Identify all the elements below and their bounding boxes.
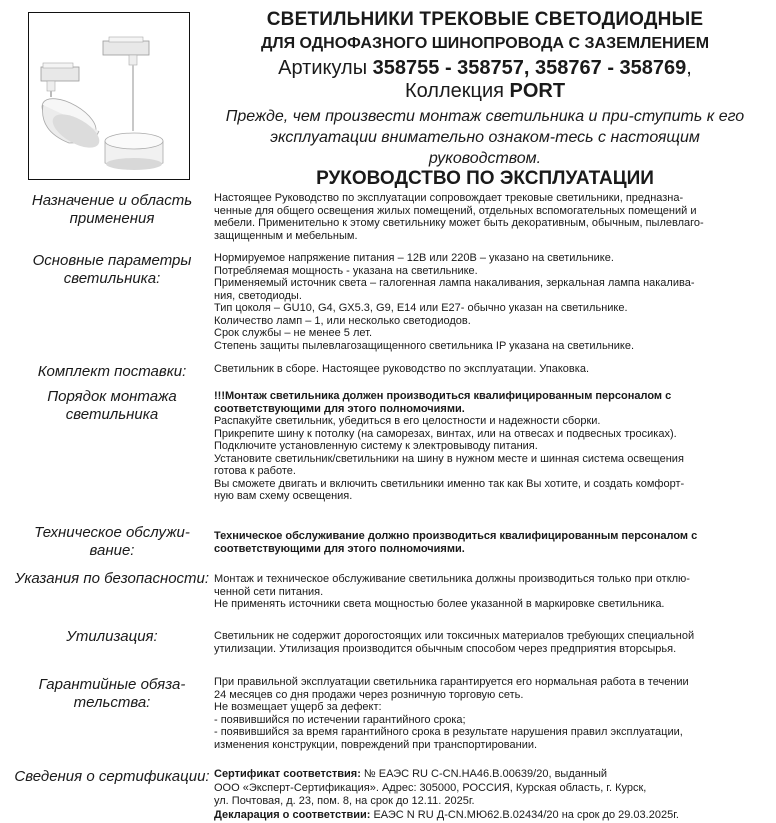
certificate-line xyxy=(214,768,754,782)
title-line-1: СВЕТИЛЬНИКИ ТРЕКОВЫЕ СВЕТОДИОДНЫЕ xyxy=(266,9,704,30)
section-content xyxy=(214,252,754,352)
text-line: ООО «Эксперт-Сертификация». Адрес: 305000, РОССИЯ, Курская область, г. Курск, xyxy=(214,781,647,794)
text-line-bold: !!!Монтаж светильника должен производиться квалифицированным персоналом с xyxy=(214,390,672,402)
collection-name xyxy=(200,80,770,102)
articles-suffix: , xyxy=(686,57,692,79)
text-line: Тип цоколя – GU10, G4, GX5.3, G9, E14 или E27- обычно указан на светильнике. xyxy=(214,302,628,314)
collection-prefix: Коллекция xyxy=(404,80,510,102)
collection-value: PORT xyxy=(509,80,566,102)
text-line: готова к работе. xyxy=(214,465,296,477)
section-content xyxy=(214,390,754,503)
text-line: Степень защиты пылевлагозащищенного светильника IP указана на светильнике. xyxy=(214,339,635,352)
section-label: Порядок монтажа светильника xyxy=(47,388,177,423)
text-line: изменения конструкции, повреждений при транспортировании. xyxy=(214,738,538,751)
text-line: Потребляемая мощность - указана на светильнике. xyxy=(214,264,478,277)
text-line: Монтаж и техническое обслуживание светильника должны производиться только при отклю- xyxy=(214,573,690,585)
section-content xyxy=(214,630,754,655)
text-line: ул. Почтовая, д. 23, пом. 8, на срок до 12.11. 2025г. xyxy=(214,795,475,807)
text-line: Применяемый источник света – галогенная лампа накаливания, зеркальная лампа накалива- xyxy=(214,277,695,289)
declaration-value: ЕАЭС N RU Д-CN.МЮ62.В.02434/20 на срок до 29.03.2025г. xyxy=(370,808,679,821)
section-label: Комплект поставки: xyxy=(37,363,187,380)
text-line: ния, светодиоды. xyxy=(214,289,302,302)
text-line-bold: соответствующими для этого полномочиями. xyxy=(214,402,465,415)
section-label: Утилизация: xyxy=(66,628,158,645)
product-photo xyxy=(28,12,190,180)
section-content xyxy=(214,768,754,822)
section-content xyxy=(214,676,754,751)
text-line: Распакуйте светильник, убедиться в его целостности и надежности сборки. xyxy=(214,415,601,427)
title-line-2: ДЛЯ ОДНОФАЗНОГО ШИНОПРОВОДА С ЗАЗЕМЛЕНИЕМ xyxy=(260,35,710,52)
warning-note: Прежде, чем произвести монтаж светильника и при-ступить к его эксплуатации внимательно ознаком-тесь с настоящим руководством. xyxy=(225,108,745,167)
text-line: Срок службы – не менее 5 лет. xyxy=(214,327,373,339)
text-line: Вы сможете двигать и включить светильники именно так как Вы хотите, и создать комфорт- xyxy=(214,477,685,490)
text-line: мебели. Применительно к этому светильнику может быть декоративным, обычным, пылевлаго- xyxy=(214,217,704,229)
track-lights-illustration xyxy=(29,13,189,179)
section-content xyxy=(214,530,754,555)
section-content xyxy=(214,573,754,611)
certificate-value: № ЕАЭС RU С-CN.НА46.В.00639/20, выданный xyxy=(360,768,608,780)
text-line: Прикрепите шину к потолку (на саморезах, винтах, или на отвесах и подвесных тросиках). xyxy=(214,427,677,440)
declaration-label: Декларация о соответствии: xyxy=(214,808,371,821)
text-line: защищенным и мебельным. xyxy=(214,229,358,242)
declaration-line xyxy=(214,809,754,823)
section-content xyxy=(214,192,754,242)
text-line: Подключите установленную систему к электровыводу питания. xyxy=(214,440,538,452)
text-line: Не возмещает ущерб за дефект: xyxy=(214,701,382,713)
text-line: Настоящее Руководство по эксплуатации сопровождает трековые светильники, предназна- xyxy=(214,192,684,204)
text-line: утилизации. Утилизация производится обычным способом через предприятия вторсырья. xyxy=(214,642,677,655)
text-line: ченной сети питания. xyxy=(214,585,324,598)
section-label: Основные параметры светильника: xyxy=(32,252,192,287)
text-line: Не применять источники света мощностью более указанной в маркировке светильника. xyxy=(214,598,665,610)
section-label: Гарантийные обяза-тельства: xyxy=(38,676,186,711)
section-label: Указания по безопасности: xyxy=(14,570,210,587)
article-numbers xyxy=(200,56,770,80)
articles-prefix: Артикулы xyxy=(278,57,373,79)
text-line-bold: соответствующими для этого полномочиями. xyxy=(214,542,465,555)
section-content xyxy=(214,363,754,376)
text-line: ную вам схему освещения. xyxy=(214,490,353,502)
text-line: Количество ламп – 1, или несколько светодиодов. xyxy=(214,314,471,327)
document-header xyxy=(200,9,770,189)
text-line: Светильник не содержит дорогостоящих или токсичных материалов требующих специальной xyxy=(214,630,695,642)
text-line: Установите светильник/светильники на шину в нужном месте и шинная система освещения xyxy=(214,452,684,465)
text-line: Светильник в сборе. Настоящее руководство по эксплуатации. Упаковка. xyxy=(214,363,589,375)
text-line: - появившийся по истечении гарантийного срока; xyxy=(214,713,466,726)
section-label: Назначение и область применения xyxy=(31,192,193,227)
text-line: ченные для общего освещения жилых помещений, отдельных вспомогательных помещений и xyxy=(214,204,697,217)
manual-title: РУКОВОДСТВО ПО ЭКСПЛУАТАЦИИ xyxy=(316,168,654,189)
certificate-label: Сертификат соответствия: xyxy=(214,768,361,780)
articles-value: 358755 - 358757, 358767 - 358769 xyxy=(372,57,687,79)
text-line: Нормируемое напряжение питания – 12В или 220В – указано на светильнике. xyxy=(214,252,614,264)
section-label: Техническое обслужи-вание: xyxy=(34,524,190,559)
text-line-bold: Техническое обслуживание должно производиться квалифицированным персоналом с xyxy=(214,530,698,542)
section-label: Сведения о сертификации: xyxy=(14,768,210,785)
text-line: При правильной эксплуатации светильника гарантируется его нормальная работа в течении xyxy=(214,676,689,688)
text-line: 24 месяцев со дня продажи через розничную торговую сеть. xyxy=(214,688,524,701)
text-line: - появившийся за время гарантийного срока в результате нарушения правил эксплуатации, xyxy=(214,726,683,738)
